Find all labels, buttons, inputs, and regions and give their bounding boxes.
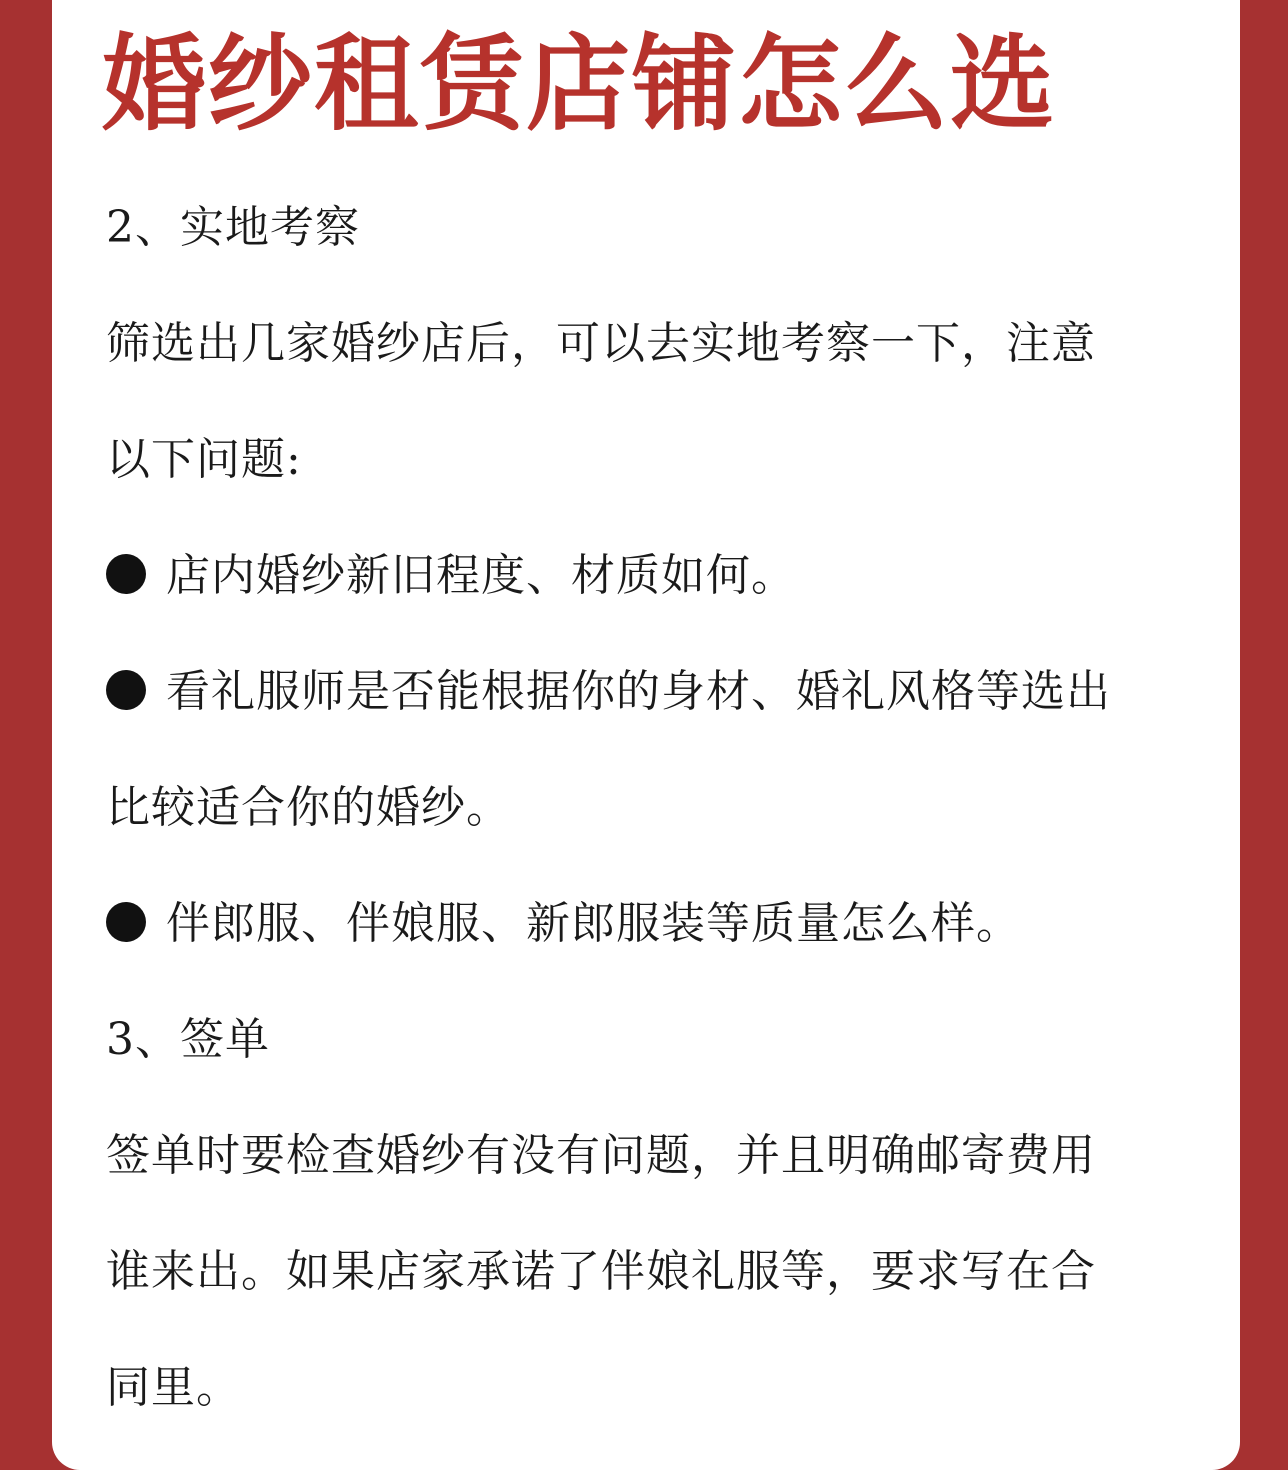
paragraph-line: 筛选出几家婚纱店后，可以去实地考察一下，注意 [106, 318, 1096, 369]
list-item-text: 店内婚纱新旧程度、材质如何。 [166, 550, 796, 601]
section-heading-sign: 3、签单 [106, 1014, 270, 1065]
paragraph-line: 以下问题: [106, 434, 302, 485]
list-item [106, 550, 796, 601]
bullet-icon [106, 554, 146, 594]
list-item [106, 666, 1111, 717]
paragraph-line: 同里。 [106, 1362, 241, 1413]
bullet-icon [106, 902, 146, 942]
list-item [106, 898, 1021, 949]
content-card [52, 0, 1240, 1470]
section-heading-site-visit: 2、实地考察 [106, 202, 360, 253]
list-item-text: 看礼服师是否能根据你的身材、婚礼风格等选出 [166, 666, 1111, 717]
paragraph-line: 签单时要检查婚纱有没有问题，并且明确邮寄费用 [106, 1130, 1096, 1181]
page-title: 婚纱租赁店铺怎么选 [102, 23, 1057, 145]
list-item-text: 伴郎服、伴娘服、新郎服装等质量怎么样。 [166, 898, 1021, 949]
list-item-continuation: 比较适合你的婚纱。 [106, 782, 511, 833]
paragraph-line: 谁来出。如果店家承诺了伴娘礼服等，要求写在合 [106, 1246, 1096, 1297]
bullet-icon [106, 670, 146, 710]
